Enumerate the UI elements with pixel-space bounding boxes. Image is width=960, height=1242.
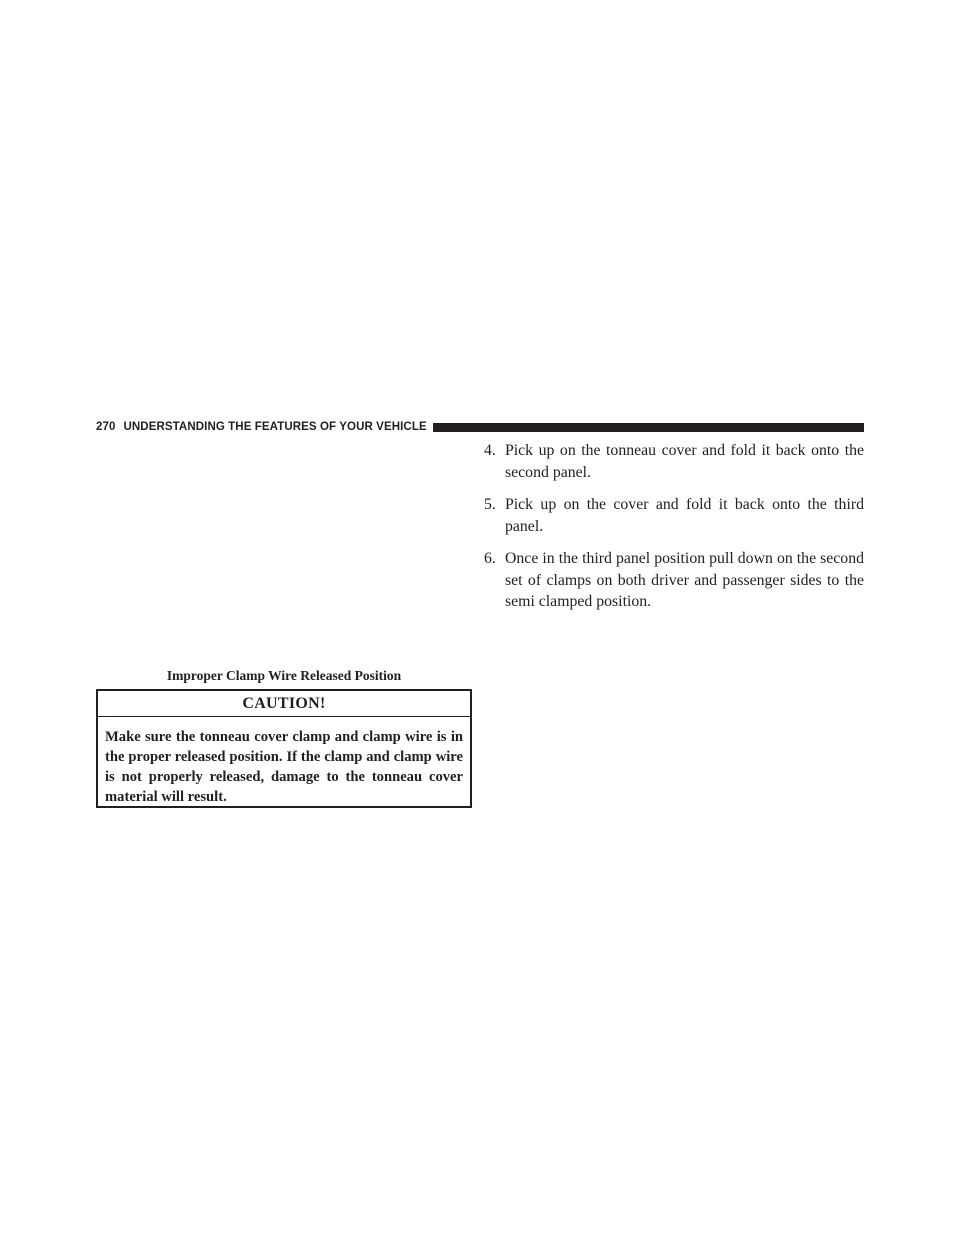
header-rule [433,423,864,432]
steps-list [484,440,864,624]
figure-caption: Improper Clamp Wire Released Position [166,668,402,683]
caution-box [96,689,472,808]
caution-title: CAUTION! [98,691,470,717]
step-item [484,440,864,483]
step-item [484,548,864,613]
step-number: 5. [484,496,496,513]
step-item [484,494,864,537]
step-number: 6. [484,550,496,567]
section-title: UNDERSTANDING THE FEATURES OF YOUR VEHICLE [123,421,427,433]
step-number: 4. [484,442,496,459]
step-text: Pick up on the tonneau cover and fold it back onto the second panel. [505,442,864,481]
caution-text: Make sure the tonneau cover clamp and clamp wire is in the proper released position. If the clamp and clamp wire is not properly released, damage to the tonneau cover material will result. [105,729,463,805]
running-header [96,419,864,435]
page-number: 270 [96,421,116,433]
step-text: Pick up on the cover and fold it back onto the third panel. [505,496,864,535]
step-text: Once in the third panel position pull down on the second set of clamps on both driver and passenger sides to the semi clamped position. [505,550,864,610]
